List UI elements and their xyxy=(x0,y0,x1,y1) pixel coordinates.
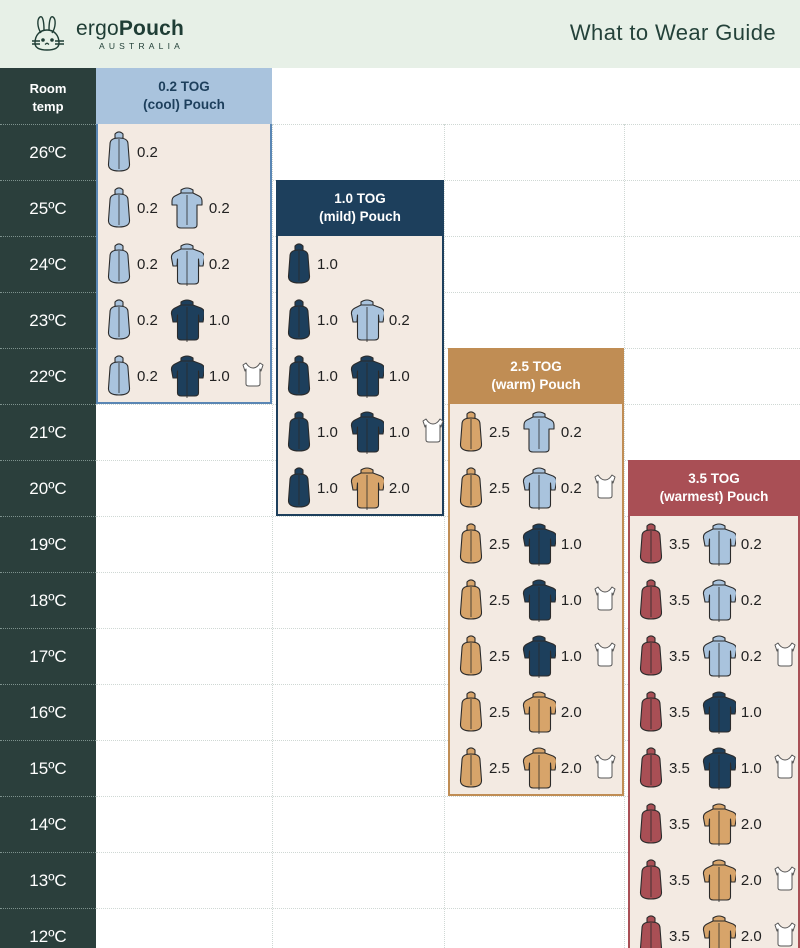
garment-item xyxy=(774,753,800,783)
tog-row xyxy=(98,180,270,236)
grid-column-line xyxy=(272,124,273,948)
tog-value: 0.2 xyxy=(137,199,158,217)
tog-row xyxy=(278,348,442,404)
temperature-cell: 13ºC xyxy=(0,852,96,908)
tog-value: 2.0 xyxy=(560,759,582,777)
tog-column-header-tog-25 xyxy=(448,348,624,404)
garment-item xyxy=(286,410,350,454)
garment-item xyxy=(594,473,622,503)
long-sleeve-suit-icon xyxy=(170,242,204,286)
singlet-icon xyxy=(774,921,796,948)
garment-item xyxy=(106,298,170,342)
tog-value: 1.0 xyxy=(208,367,230,385)
garment-item xyxy=(774,865,800,895)
sleeping-bag-icon xyxy=(458,410,484,454)
garment-item xyxy=(594,641,622,671)
long-sleeve-suit-icon xyxy=(522,466,556,510)
tog-value: 3.5 xyxy=(669,703,690,721)
tog-header-line1: 1.0 TOG xyxy=(334,190,386,206)
sleeping-bag-icon xyxy=(286,410,312,454)
temperature-column-header xyxy=(0,68,96,115)
tog-value: 1.0 xyxy=(208,311,230,329)
garment-item xyxy=(522,578,594,622)
tog-value: 0.2 xyxy=(137,143,158,161)
tog-row xyxy=(450,460,622,516)
tog-row xyxy=(278,460,442,516)
garment-item xyxy=(170,298,242,342)
tog-value: 3.5 xyxy=(669,815,690,833)
garment-item xyxy=(350,354,422,398)
garment-item xyxy=(594,753,622,783)
garment-item xyxy=(702,914,774,948)
singlet-icon xyxy=(594,585,616,615)
tog-header-line1: 2.5 TOG xyxy=(510,358,562,374)
temperature-cell: 24ºC xyxy=(0,236,96,292)
tog-value: 2.0 xyxy=(740,815,762,833)
tog-value: 2.5 xyxy=(489,703,510,721)
long-sleeve-suit-icon xyxy=(522,578,556,622)
temperature-cell: 16ºC xyxy=(0,684,96,740)
tog-value: 1.0 xyxy=(740,703,762,721)
tog-row xyxy=(278,236,442,292)
page-title: What to Wear Guide xyxy=(569,20,776,45)
sleeping-bag-icon xyxy=(458,690,484,734)
long-sleeve-suit-icon xyxy=(702,690,736,734)
sleeping-bag-icon xyxy=(286,298,312,342)
garment-item xyxy=(638,634,702,678)
long-sleeve-suit-icon xyxy=(702,858,736,902)
long-sleeve-suit-icon xyxy=(702,914,736,948)
garment-item xyxy=(638,578,702,622)
garment-item xyxy=(594,585,622,615)
garment-item xyxy=(638,802,702,846)
tog-value: 0.2 xyxy=(208,199,230,217)
garment-item xyxy=(774,921,800,948)
garment-item xyxy=(170,242,242,286)
garment-item xyxy=(286,242,350,286)
logo xyxy=(28,13,184,55)
temperature-cell: 14ºC xyxy=(0,796,96,852)
tog-row xyxy=(98,124,270,180)
temperature-cell: 25ºC xyxy=(0,180,96,236)
long-sleeve-suit-icon xyxy=(522,690,556,734)
tog-row xyxy=(630,796,798,852)
tog-row xyxy=(450,740,622,796)
long-sleeve-suit-icon xyxy=(170,298,204,342)
garment-item xyxy=(458,746,522,790)
tog-column-header-tog-10 xyxy=(276,180,444,236)
tog-value: 1.0 xyxy=(317,367,338,385)
tog-value: 2.0 xyxy=(740,871,762,889)
tog-row xyxy=(98,236,270,292)
temp-header-line1: Room xyxy=(29,81,67,96)
tog-value: 1.0 xyxy=(317,479,338,497)
logo-name-bold: Pouch xyxy=(118,16,185,40)
logo-subtitle: AUSTRALIA xyxy=(98,40,185,51)
garment-item xyxy=(286,466,350,510)
garment-item xyxy=(350,298,422,342)
garment-item xyxy=(702,802,774,846)
tog-column-body-tog-10 xyxy=(276,236,444,516)
tog-value: 2.5 xyxy=(489,479,510,497)
tog-row xyxy=(630,684,798,740)
garment-item xyxy=(458,466,522,510)
singlet-icon xyxy=(774,865,796,895)
tog-value: 0.2 xyxy=(388,311,410,329)
sleeping-bag-icon xyxy=(638,802,664,846)
logo-text xyxy=(76,18,184,51)
temperature-cell: 15ºC xyxy=(0,740,96,796)
sleeping-bag-icon xyxy=(106,242,132,286)
temperature-cell: 19ºC xyxy=(0,516,96,572)
garment-item xyxy=(702,578,774,622)
sleeping-bag-icon xyxy=(106,298,132,342)
tog-row xyxy=(630,572,798,628)
tog-column-header-tog-35 xyxy=(628,460,800,516)
singlet-icon xyxy=(774,753,796,783)
long-sleeve-suit-icon xyxy=(350,298,384,342)
garment-item xyxy=(522,466,594,510)
tog-value: 2.5 xyxy=(489,535,510,553)
garment-item xyxy=(106,242,170,286)
tog-value: 3.5 xyxy=(669,647,690,665)
tog-column-body-tog-35 xyxy=(628,516,800,948)
tog-value: 0.2 xyxy=(740,591,762,609)
long-sleeve-suit-icon xyxy=(702,746,736,790)
garment-item xyxy=(170,186,242,230)
long-sleeve-suit-icon xyxy=(350,354,384,398)
tog-value: 1.0 xyxy=(560,647,582,665)
temperature-cell: 21ºC xyxy=(0,404,96,460)
tog-row xyxy=(630,908,798,948)
singlet-icon xyxy=(594,753,616,783)
garment-item xyxy=(106,130,170,174)
tog-header-line2: (warm) Pouch xyxy=(491,377,581,392)
tog-row xyxy=(630,852,798,908)
singlet-icon xyxy=(422,417,444,447)
tog-value: 1.0 xyxy=(388,367,410,385)
tog-value: 2.5 xyxy=(489,759,510,777)
tog-column-tog-25 xyxy=(448,348,624,796)
temperature-cell: 23ºC xyxy=(0,292,96,348)
tog-header-line1: 3.5 TOG xyxy=(688,470,740,486)
tog-value: 0.2 xyxy=(560,423,582,441)
tog-row xyxy=(630,628,798,684)
garment-item xyxy=(458,578,522,622)
long-sleeve-suit-icon xyxy=(522,522,556,566)
tog-column-tog-02 xyxy=(96,68,272,404)
grid-column-line xyxy=(624,124,625,948)
sleeping-bag-icon xyxy=(286,466,312,510)
garment-item xyxy=(702,522,774,566)
tog-column-tog-35 xyxy=(628,460,800,948)
tog-column-body-tog-02 xyxy=(96,124,272,404)
long-sleeve-suit-icon xyxy=(350,466,384,510)
tog-value: 3.5 xyxy=(669,927,690,945)
sleeping-bag-icon xyxy=(458,578,484,622)
logo-name-light: ergo xyxy=(76,16,119,40)
tog-row xyxy=(278,292,442,348)
tog-value: 1.0 xyxy=(317,423,338,441)
tog-value: 1.0 xyxy=(388,423,410,441)
long-sleeve-suit-icon xyxy=(350,410,384,454)
short-sleeve-suit-icon xyxy=(522,410,556,454)
tog-column-body-tog-25 xyxy=(448,404,624,796)
tog-value: 1.0 xyxy=(317,311,338,329)
garment-item xyxy=(458,522,522,566)
tog-value: 3.5 xyxy=(669,759,690,777)
garment-item xyxy=(638,858,702,902)
sleeping-bag-icon xyxy=(638,858,664,902)
garment-item xyxy=(702,746,774,790)
temperature-cell: 12ºC xyxy=(0,908,96,948)
tog-row xyxy=(278,404,442,460)
temperature-cell: 20ºC xyxy=(0,460,96,516)
garment-item xyxy=(350,466,422,510)
tog-row xyxy=(98,292,270,348)
tog-value: 1.0 xyxy=(740,759,762,777)
sleeping-bag-icon xyxy=(638,578,664,622)
sleeping-bag-icon xyxy=(106,130,132,174)
tog-value: 0.2 xyxy=(137,255,158,273)
tog-header-line1: 0.2 TOG xyxy=(158,78,210,94)
garment-item xyxy=(286,298,350,342)
garment-item xyxy=(522,746,594,790)
short-sleeve-suit-icon xyxy=(170,186,204,230)
tog-value: 2.5 xyxy=(489,647,510,665)
tog-header-line2: (warmest) Pouch xyxy=(659,489,769,504)
tog-row xyxy=(450,628,622,684)
garment-item xyxy=(242,361,270,391)
tog-value: 1.0 xyxy=(560,535,582,553)
sleeping-bag-icon xyxy=(638,522,664,566)
tog-value: 0.2 xyxy=(740,535,762,553)
long-sleeve-suit-icon xyxy=(170,354,204,398)
garment-item xyxy=(286,354,350,398)
tog-value: 2.0 xyxy=(740,927,762,945)
long-sleeve-suit-icon xyxy=(702,634,736,678)
singlet-icon xyxy=(594,473,616,503)
temp-header-line2: temp xyxy=(32,98,64,114)
garment-item xyxy=(458,690,522,734)
grid-column-line xyxy=(444,124,445,948)
long-sleeve-suit-icon xyxy=(702,578,736,622)
garment-item xyxy=(774,641,800,671)
garment-item xyxy=(522,690,594,734)
tog-row xyxy=(450,684,622,740)
garment-item xyxy=(106,186,170,230)
sleeping-bag-icon xyxy=(286,354,312,398)
tog-row xyxy=(450,404,622,460)
tog-column-header-tog-02 xyxy=(96,68,272,124)
garment-item xyxy=(702,634,774,678)
garment-item xyxy=(422,417,450,447)
tog-value: 1.0 xyxy=(560,591,582,609)
bunny-icon xyxy=(28,13,68,55)
tog-column-tog-10 xyxy=(276,180,444,516)
tog-value: 0.2 xyxy=(208,255,230,273)
singlet-icon xyxy=(242,361,264,391)
long-sleeve-suit-icon xyxy=(702,802,736,846)
garment-item xyxy=(350,410,422,454)
tog-value: 0.2 xyxy=(740,647,762,665)
temperature-cell: 26ºC xyxy=(0,124,96,180)
temperature-cell: 22ºC xyxy=(0,348,96,404)
sleeping-bag-icon xyxy=(458,746,484,790)
long-sleeve-suit-icon xyxy=(522,746,556,790)
garment-item xyxy=(458,410,522,454)
tog-value: 3.5 xyxy=(669,535,690,553)
garment-item xyxy=(638,914,702,948)
tog-value: 3.5 xyxy=(669,591,690,609)
tog-header-line2: (cool) Pouch xyxy=(143,97,225,112)
tog-row xyxy=(98,348,270,404)
long-sleeve-suit-icon xyxy=(702,522,736,566)
sleeping-bag-icon xyxy=(638,634,664,678)
sleeping-bag-icon xyxy=(638,914,664,948)
sleeping-bag-icon xyxy=(638,746,664,790)
garment-item xyxy=(458,634,522,678)
sleeping-bag-icon xyxy=(458,634,484,678)
tog-value: 3.5 xyxy=(669,871,690,889)
tog-row xyxy=(450,516,622,572)
tog-value: 2.5 xyxy=(489,423,510,441)
garment-item xyxy=(638,522,702,566)
sleeping-bag-icon xyxy=(458,522,484,566)
tog-row xyxy=(630,740,798,796)
long-sleeve-suit-icon xyxy=(522,634,556,678)
sleeping-bag-icon xyxy=(286,242,312,286)
garment-item xyxy=(702,858,774,902)
tog-value: 0.2 xyxy=(137,311,158,329)
sleeping-bag-icon xyxy=(638,690,664,734)
tog-header-line2: (mild) Pouch xyxy=(319,209,401,224)
tog-row xyxy=(630,516,798,572)
garment-item xyxy=(522,634,594,678)
sleeping-bag-icon xyxy=(458,466,484,510)
sleeping-bag-icon xyxy=(106,186,132,230)
tog-row xyxy=(450,572,622,628)
garment-item xyxy=(170,354,242,398)
singlet-icon xyxy=(594,641,616,671)
singlet-icon xyxy=(774,641,796,671)
tog-value: 2.0 xyxy=(388,479,410,497)
temperature-cell: 17ºC xyxy=(0,628,96,684)
tog-value: 0.2 xyxy=(137,367,158,385)
garment-item xyxy=(638,746,702,790)
tog-value: 2.5 xyxy=(489,591,510,609)
temperature-cell: 18ºC xyxy=(0,572,96,628)
garment-item xyxy=(106,354,170,398)
garment-item xyxy=(522,410,594,454)
garment-item xyxy=(522,522,594,566)
tog-value: 0.2 xyxy=(560,479,582,497)
guide-grid xyxy=(0,68,800,948)
page-header xyxy=(0,0,800,68)
tog-value: 1.0 xyxy=(317,255,338,273)
garment-item xyxy=(638,690,702,734)
garment-item xyxy=(702,690,774,734)
tog-value: 2.0 xyxy=(560,703,582,721)
sleeping-bag-icon xyxy=(106,354,132,398)
